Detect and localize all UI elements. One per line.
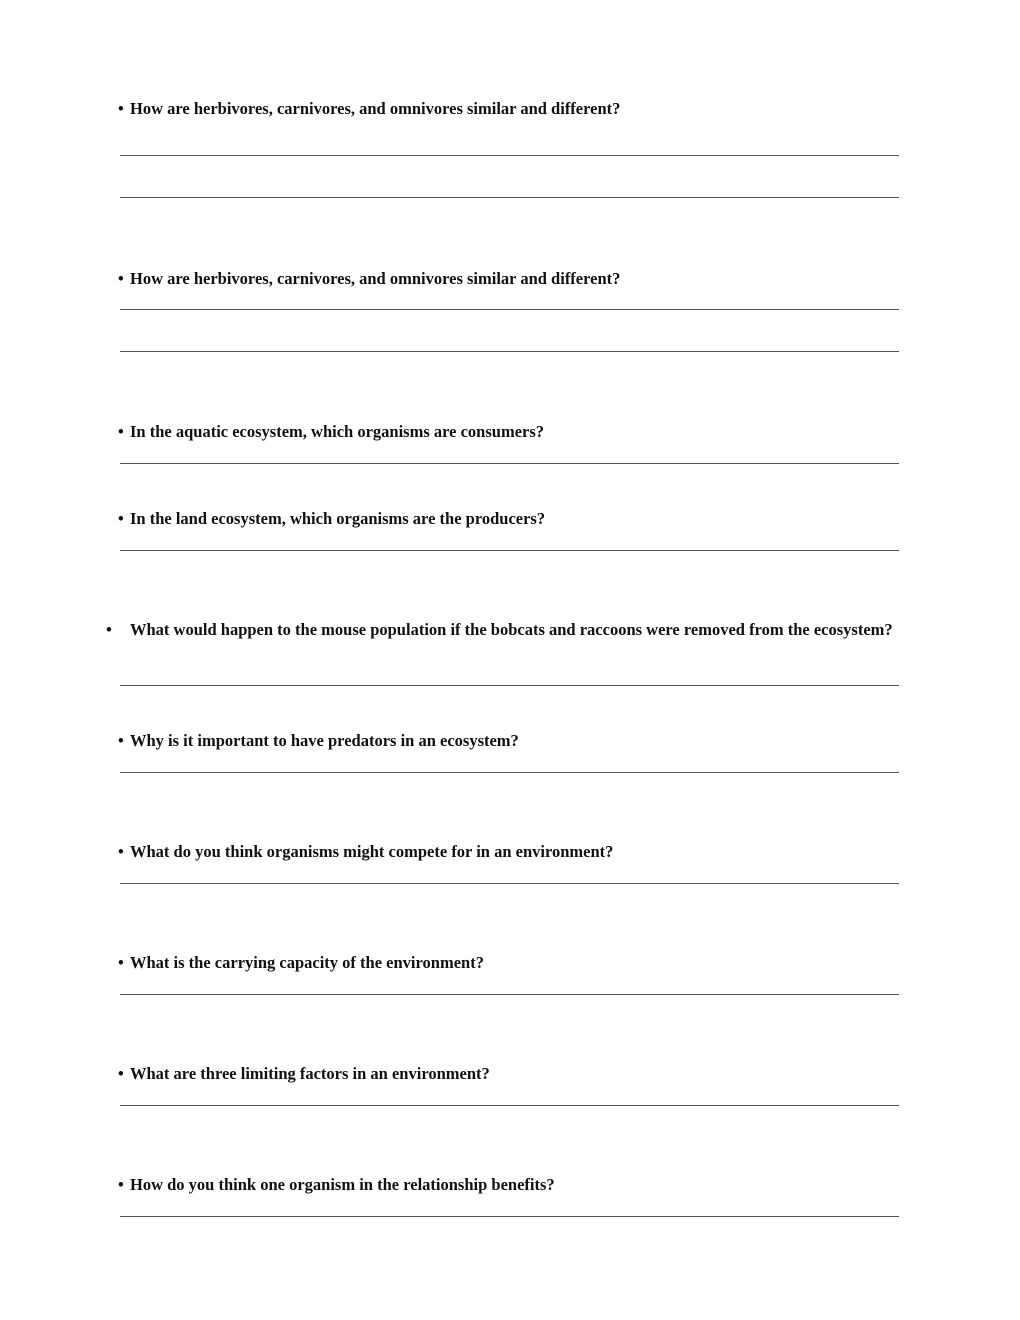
bullet: • bbox=[118, 1175, 124, 1194]
answer-line[interactable] bbox=[120, 883, 899, 884]
bullet: • bbox=[106, 620, 112, 639]
question-4 bbox=[118, 507, 898, 531]
question-text: What would happen to the mouse population if the bobcats and raccoons were removed from the ecosystem? bbox=[130, 620, 893, 639]
question-text: What do you think organisms might compete for in an environment? bbox=[130, 842, 614, 861]
answer-line[interactable] bbox=[120, 351, 899, 352]
question-8 bbox=[118, 951, 898, 975]
question-text: How are herbivores, carnivores, and omnivores similar and different? bbox=[130, 269, 621, 288]
answer-line[interactable] bbox=[120, 685, 899, 686]
question-text: What are three limiting factors in an environment? bbox=[130, 1064, 490, 1083]
question-5 bbox=[106, 618, 910, 642]
answer-line[interactable] bbox=[120, 197, 899, 198]
question-text: In the aquatic ecosystem, which organisms are consumers? bbox=[130, 422, 545, 441]
answer-line[interactable] bbox=[120, 309, 899, 310]
question-1 bbox=[118, 97, 898, 121]
bullet: • bbox=[118, 842, 124, 861]
bullet: • bbox=[118, 731, 124, 750]
bullet: • bbox=[118, 269, 124, 288]
bullet: • bbox=[118, 422, 124, 441]
answer-line[interactable] bbox=[120, 463, 899, 464]
bullet: • bbox=[118, 509, 124, 528]
bullet: • bbox=[118, 1064, 124, 1083]
bullet: • bbox=[118, 99, 124, 118]
answer-line[interactable] bbox=[120, 155, 899, 156]
answer-line[interactable] bbox=[120, 550, 899, 551]
bullet: • bbox=[118, 953, 124, 972]
question-3 bbox=[118, 420, 898, 444]
question-text: Why is it important to have predators in an ecosystem? bbox=[130, 731, 519, 750]
question-2 bbox=[118, 267, 898, 291]
question-9 bbox=[118, 1062, 898, 1086]
answer-line[interactable] bbox=[120, 1105, 899, 1106]
question-7 bbox=[118, 840, 898, 864]
question-text: In the land ecosystem, which organisms are the producers? bbox=[130, 509, 546, 528]
question-10 bbox=[118, 1173, 898, 1197]
answer-line[interactable] bbox=[120, 994, 899, 995]
question-text: What is the carrying capacity of the environment? bbox=[130, 953, 484, 972]
answer-line[interactable] bbox=[120, 1216, 899, 1217]
answer-line[interactable] bbox=[120, 772, 899, 773]
question-6 bbox=[118, 729, 898, 753]
question-text: How do you think one organism in the relationship benefits? bbox=[130, 1175, 555, 1194]
question-text: How are herbivores, carnivores, and omnivores similar and different? bbox=[130, 99, 621, 118]
